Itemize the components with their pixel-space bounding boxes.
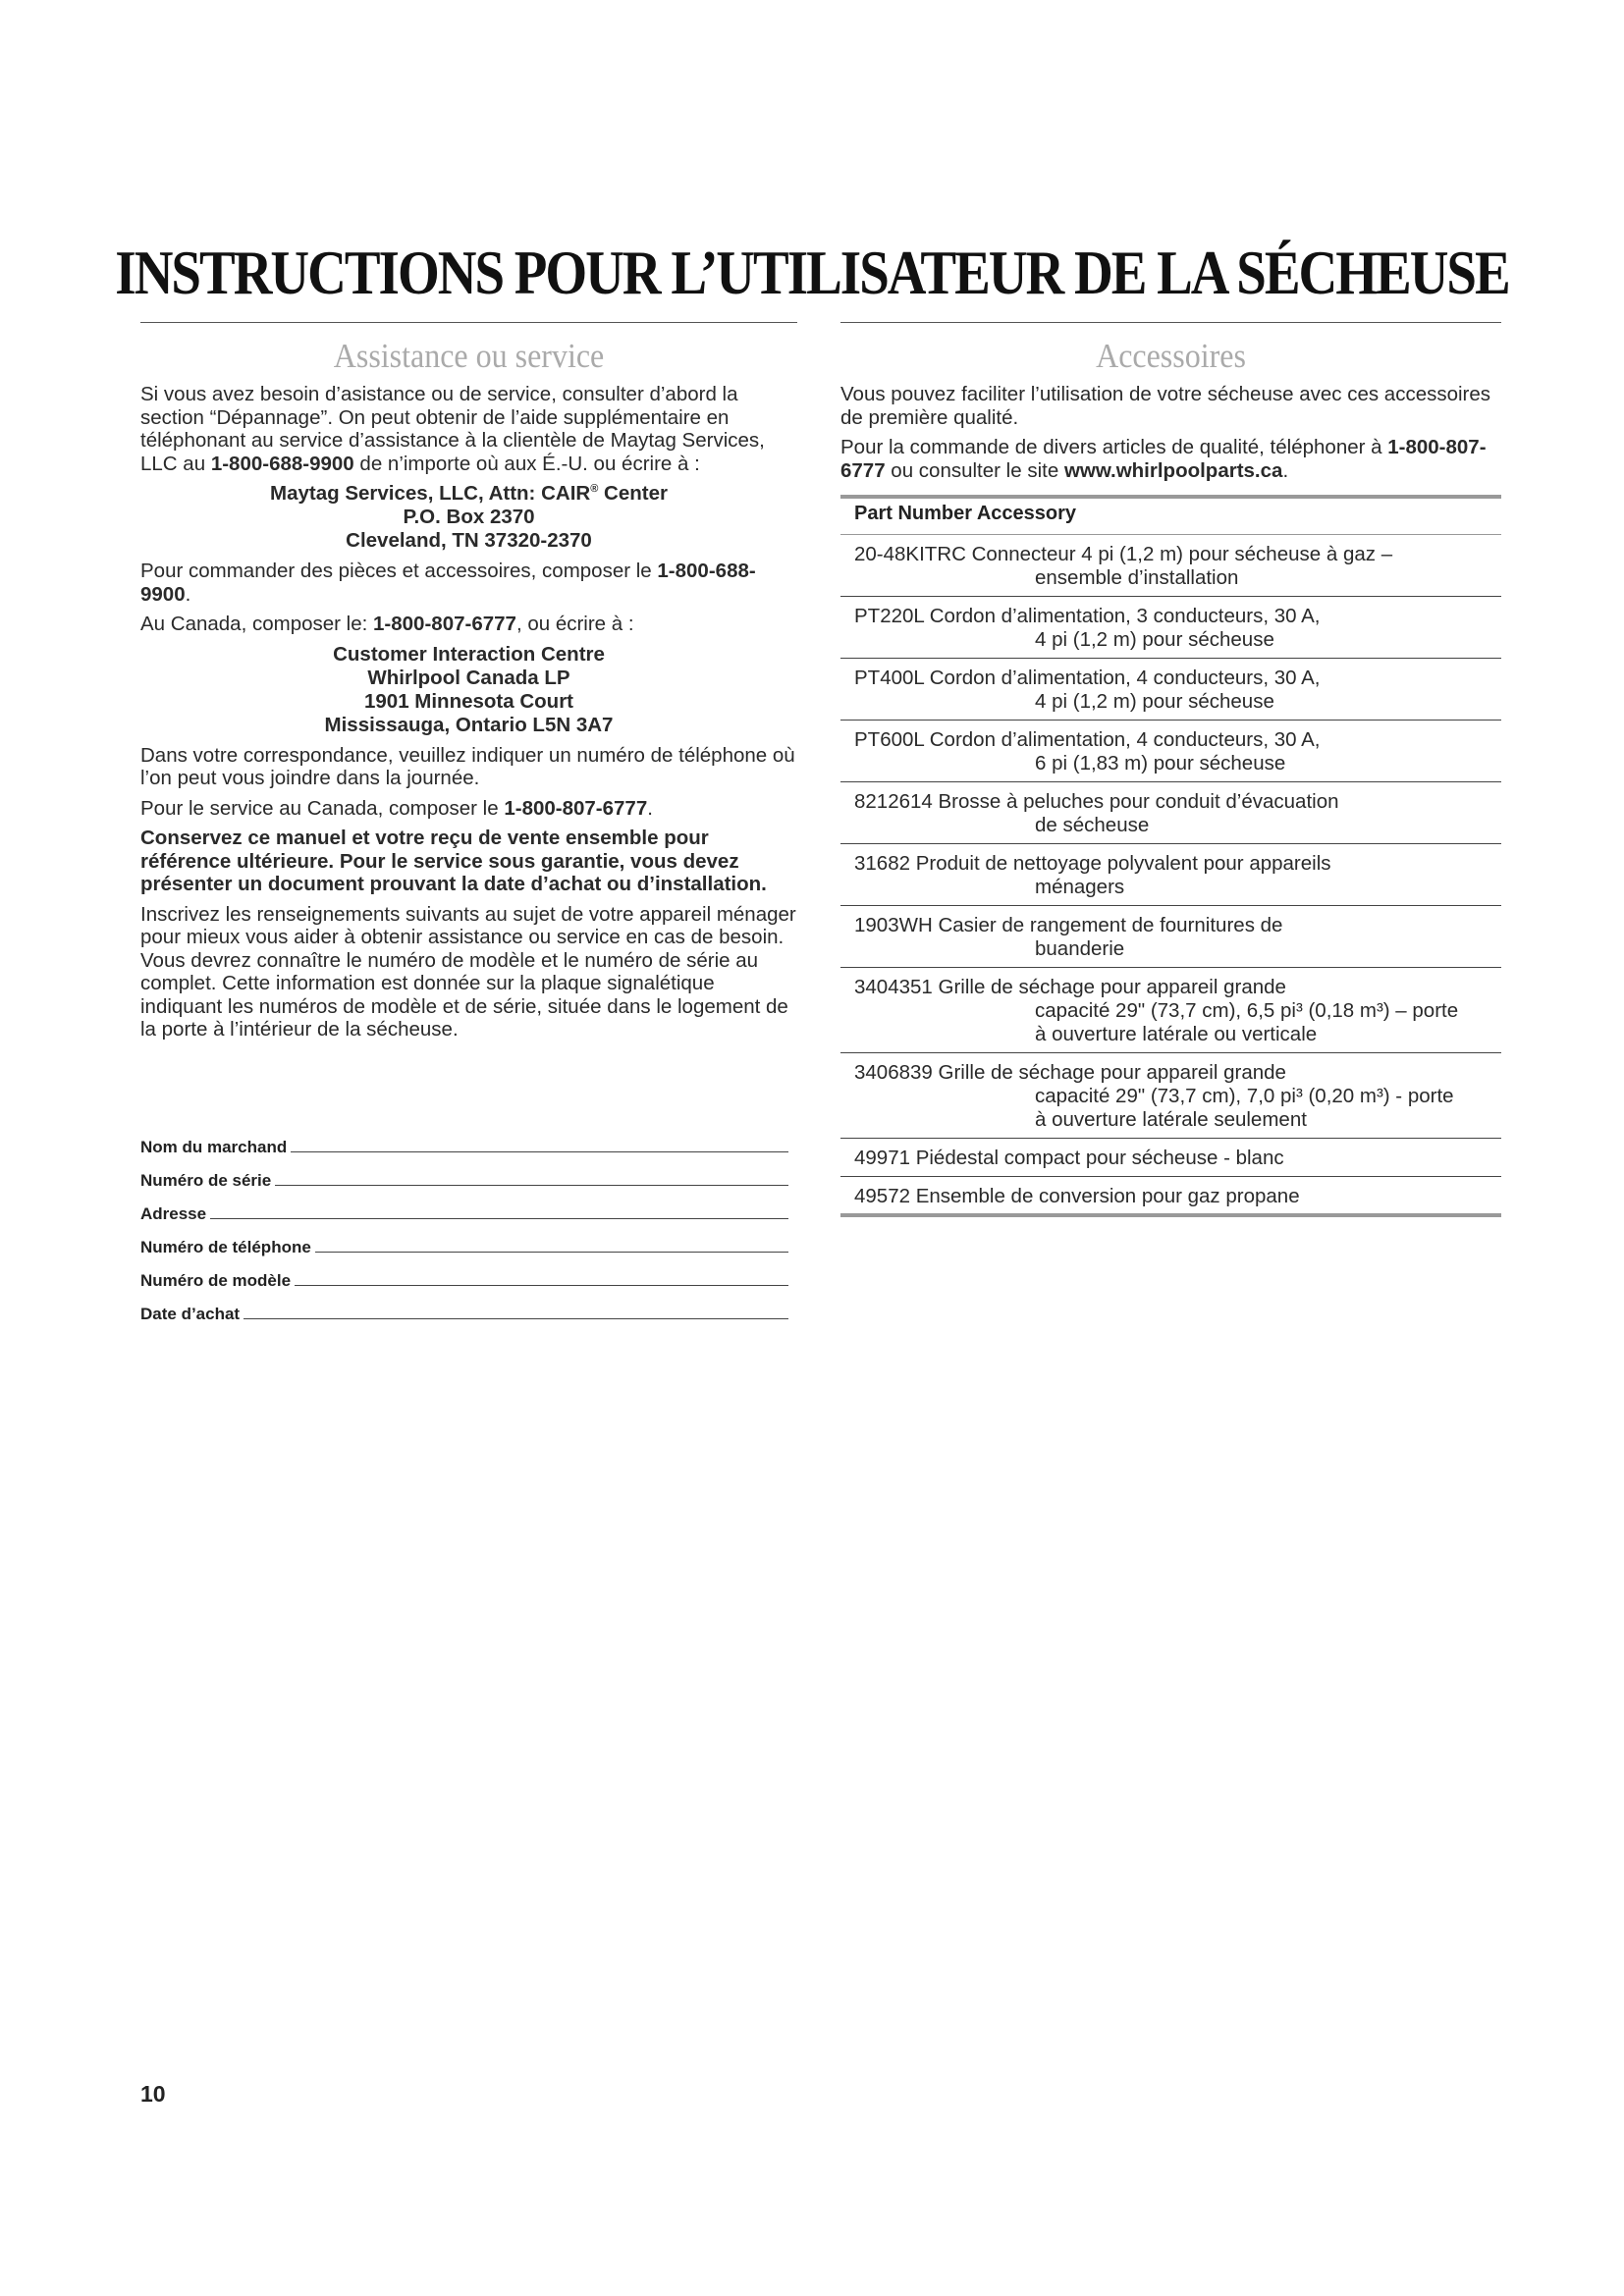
parts-phone: 1-800-688-9900 xyxy=(140,560,756,606)
accessories-phone: 1-800-807-6777 xyxy=(840,436,1487,482)
service-canada-text: Pour le service au Canada, composer le 1-800-807-6777. xyxy=(140,796,653,820)
intro-text-end: de n’importe où aux É.-U. ou écrire à : xyxy=(353,452,700,475)
table-row: 8212614 Brosse à peluches pour conduit d’évacuation de sécheuse xyxy=(840,782,1501,844)
assistance-body xyxy=(140,383,797,1048)
us-address xyxy=(140,482,797,553)
registered-mark: ® xyxy=(590,483,599,496)
correspondence-text: Dans votre correspondance, veuillez indiquer un numéro de téléphone où l’on peut vous joindre dans la journée. xyxy=(140,743,795,789)
table-row: PT600L Cordon d’alimentation, 4 conducteurs, 30 A, 6 pi (1,83 m) pour sécheuse xyxy=(840,721,1501,782)
fill-line[interactable] xyxy=(315,1252,788,1253)
assistance-title: Assistance ou service xyxy=(333,336,605,375)
page-title: INSTRUCTIONS POUR L’UTILISATEUR DE LA SÉCHEUSE xyxy=(115,238,1509,307)
ca-address-line: Mississauga, Ontario L5N 3A7 xyxy=(324,713,614,736)
us-address-line: Maytag Services, LLC, Attn: CAIR® Center xyxy=(270,482,668,505)
left-top-rule xyxy=(140,322,797,323)
accessories-intro: Vous pouvez faciliter l’utilisation de votre sécheuse avec ces accessoires de première qualité. xyxy=(840,383,1491,429)
record-info-text: Inscrivez les renseignements suivants au sujet de votre appareil ménager pour mieux vous aider à obtenir assistance ou service en cas de besoin. Vous devrez connaître le numéro de modèle et le numéro de série au complet. Cette information est donnée sur la plaque signalétique indiquant les numéros de modèle et de série, située dans le logement de la porte à l’intérieur de la sécheuse. xyxy=(140,902,796,1041)
keep-manual-notice: Conservez ce manuel et votre reçu de vente ensemble pour référence ultérieure. Pour le service sous garantie, vous devez présenter un document prouvant la date d’achat ou d’installation. xyxy=(140,827,767,895)
us-address-line: P.O. Box 2370 xyxy=(403,506,535,528)
us-address-line: Cleveland, TN 37320-2370 xyxy=(346,529,592,552)
table-row: 49971 Piédestal compact pour sécheuse - blanc xyxy=(840,1139,1501,1177)
accessories-table xyxy=(840,495,1501,1217)
fill-line[interactable] xyxy=(295,1285,788,1286)
fill-line[interactable] xyxy=(275,1185,788,1186)
accessories-body xyxy=(840,383,1501,489)
accessories-website-link[interactable]: www.whirlpoolparts.ca xyxy=(1063,458,1283,482)
ca-address-line: Whirlpool Canada LP xyxy=(367,666,570,689)
table-row: 49572 Ensemble de conversion pour gaz propane xyxy=(854,1185,1300,1207)
accessories-order-text: Pour la commande de divers articles de qualité, téléphoner à 1-800-807-6777 ou consulter le site www.whirlpoolparts.ca. xyxy=(840,436,1487,482)
table-row: 31682 Produit de nettoyage polyvalent pour appareils ménagers xyxy=(840,844,1501,906)
intro-text: Si vous avez besoin d’asistance ou de service, consulter d’abord la section “Dépannage”. On peut obtenir de l’aide supplémentaire en téléphonant au service d’assistance à la clientèle de Maytag Services, LLC au xyxy=(140,383,765,475)
table-header: Part Number Accessory xyxy=(840,495,1501,535)
form-row-dealer[interactable]: Nom du marchand xyxy=(140,1124,788,1157)
table-row: 3406839 Grille de séchage pour appareil grande capacité 29" (73,7 cm), 7,0 pi³ (0,20 m³) - porte à ouverture latérale seulement xyxy=(840,1053,1501,1139)
form-row-model[interactable]: Numéro de modèle xyxy=(140,1257,788,1291)
ca-address-line: Customer Interaction Centre xyxy=(333,642,605,666)
fill-line[interactable] xyxy=(210,1218,788,1219)
table-row: 1903WH Casier de rangement de fournitures de buanderie xyxy=(840,906,1501,968)
table-row: 20-48KITRC Connecteur 4 pi (1,2 m) pour sécheuse à gaz – ensemble d’installation xyxy=(840,535,1501,597)
table-row: 3404351 Grille de séchage pour appareil grande capacité 29" (73,7 cm), 6,5 pi³ (0,18 m³) – porte à ouverture latérale ou verticale xyxy=(840,968,1501,1053)
accessories-title: Accessoires xyxy=(1096,336,1246,375)
table-row: PT400L Cordon d’alimentation, 4 conducteurs, 30 A, 4 pi (1,2 m) pour sécheuse xyxy=(840,659,1501,721)
parts-order-text: Pour commander des pièces et accessoires, composer le 1-800-688-9900. xyxy=(140,560,756,606)
fill-line[interactable] xyxy=(244,1318,788,1319)
service-canada-phone: 1-800-807-6777 xyxy=(504,796,648,820)
page-number: 10 xyxy=(140,2081,166,2107)
right-top-rule xyxy=(840,322,1501,323)
form-row-phone[interactable]: Numéro de téléphone xyxy=(140,1224,788,1257)
form-row-serial[interactable]: Numéro de série xyxy=(140,1157,788,1191)
table-row: PT220L Cordon d’alimentation, 3 conducteurs, 30 A, 4 pi (1,2 m) pour sécheuse xyxy=(840,597,1501,659)
form-row-address[interactable]: Adresse xyxy=(140,1191,788,1224)
us-phone: 1-800-688-9900 xyxy=(210,452,354,475)
form-row-purchase-date[interactable]: Date d’achat xyxy=(140,1291,788,1324)
canada-address xyxy=(140,643,797,737)
product-info-form xyxy=(140,1124,788,1324)
canada-text: Au Canada, composer le: 1-800-807-6777, ou écrire à : xyxy=(140,613,634,635)
ca-address-line: 1901 Minnesota Court xyxy=(363,689,574,713)
canada-phone: 1-800-807-6777 xyxy=(373,613,516,635)
table-bottom-rule xyxy=(840,1213,1501,1217)
fill-line[interactable] xyxy=(291,1151,788,1152)
assistance-intro xyxy=(140,383,797,475)
